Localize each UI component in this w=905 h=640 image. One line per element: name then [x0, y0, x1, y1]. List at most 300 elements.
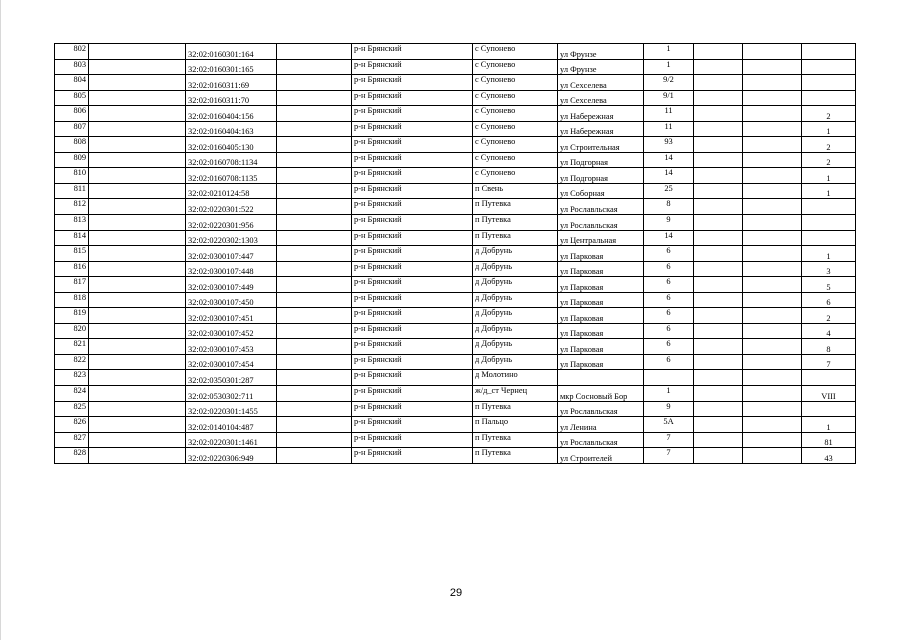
row-number: 802 — [55, 44, 89, 60]
table-row — [55, 401, 856, 417]
house-number: 6 — [644, 308, 694, 324]
row-number: 815 — [55, 246, 89, 262]
street: ул Рославльская — [558, 199, 644, 215]
structure — [743, 106, 802, 122]
structure — [743, 199, 802, 215]
empty-cell — [89, 417, 186, 433]
empty-cell — [277, 75, 352, 91]
row-number: 826 — [55, 417, 89, 433]
street: ул Набережная — [558, 121, 644, 137]
cadastral-number: 32:02:0300107:448 — [186, 261, 277, 277]
locality: с Супонево — [473, 106, 558, 122]
table-row — [55, 323, 856, 339]
empty-cell — [277, 199, 352, 215]
empty-cell — [277, 448, 352, 464]
empty-cell — [89, 152, 186, 168]
empty-cell — [277, 323, 352, 339]
empty-cell — [89, 370, 186, 386]
structure — [743, 261, 802, 277]
street: ул Парковая — [558, 277, 644, 293]
locality: п Пальцо — [473, 417, 558, 433]
empty-cell — [89, 137, 186, 153]
building — [694, 417, 743, 433]
house-number: 14 — [644, 168, 694, 184]
building — [694, 44, 743, 60]
cadastral-number: 32:02:0160311:69 — [186, 75, 277, 91]
district: р-н Брянский — [352, 308, 473, 324]
scan-edge — [0, 0, 1, 640]
building — [694, 215, 743, 231]
empty-cell — [277, 246, 352, 262]
house-number: 6 — [644, 292, 694, 308]
district: р-н Брянский — [352, 59, 473, 75]
locality: с Супонево — [473, 121, 558, 137]
row-number: 805 — [55, 90, 89, 106]
empty-cell — [89, 246, 186, 262]
district: р-н Брянский — [352, 261, 473, 277]
empty-cell — [277, 215, 352, 231]
empty-cell — [277, 401, 352, 417]
apartment: 43 — [802, 448, 856, 464]
cadastral-number: 32:02:0350301:287 — [186, 370, 277, 386]
table-row — [55, 246, 856, 262]
empty-cell — [277, 59, 352, 75]
cadastral-number: 32:02:0220301:1461 — [186, 432, 277, 448]
empty-cell — [89, 386, 186, 402]
house-number: 6 — [644, 354, 694, 370]
district: р-н Брянский — [352, 323, 473, 339]
apartment: 2 — [802, 152, 856, 168]
row-number: 809 — [55, 152, 89, 168]
row-number: 803 — [55, 59, 89, 75]
empty-cell — [277, 432, 352, 448]
street — [558, 370, 644, 386]
locality: с Супонево — [473, 44, 558, 60]
cadastral-number: 32:02:0160301:164 — [186, 44, 277, 60]
house-number: 11 — [644, 121, 694, 137]
structure — [743, 401, 802, 417]
empty-cell — [89, 230, 186, 246]
house-number: 6 — [644, 323, 694, 339]
building — [694, 292, 743, 308]
structure — [743, 308, 802, 324]
building — [694, 106, 743, 122]
street: ул Фрунзе — [558, 44, 644, 60]
apartment — [802, 199, 856, 215]
structure — [743, 183, 802, 199]
street: ул Парковая — [558, 246, 644, 262]
apartment: 6 — [802, 292, 856, 308]
empty-cell — [89, 432, 186, 448]
apartment — [802, 215, 856, 231]
cadastral-number: 32:02:0530302:711 — [186, 386, 277, 402]
building — [694, 401, 743, 417]
structure — [743, 121, 802, 137]
building — [694, 432, 743, 448]
street: ул Строительная — [558, 137, 644, 153]
row-number: 824 — [55, 386, 89, 402]
district: р-н Брянский — [352, 401, 473, 417]
apartment: 1 — [802, 417, 856, 433]
empty-cell — [277, 292, 352, 308]
district: р-н Брянский — [352, 339, 473, 355]
street: ул Парковая — [558, 261, 644, 277]
street: ул Центральная — [558, 230, 644, 246]
locality: п Путевка — [473, 448, 558, 464]
empty-cell — [89, 183, 186, 199]
house-number: 8 — [644, 199, 694, 215]
table-row — [55, 199, 856, 215]
structure — [743, 292, 802, 308]
apartment: 4 — [802, 323, 856, 339]
district: р-н Брянский — [352, 199, 473, 215]
row-number: 807 — [55, 121, 89, 137]
cadastral-number: 32:02:0220301:1455 — [186, 401, 277, 417]
apartment — [802, 59, 856, 75]
empty-cell — [277, 152, 352, 168]
structure — [743, 75, 802, 91]
row-number: 821 — [55, 339, 89, 355]
table-row — [55, 370, 856, 386]
empty-cell — [89, 75, 186, 91]
district: р-н Брянский — [352, 292, 473, 308]
cadastral-number: 32:02:0220302:1303 — [186, 230, 277, 246]
empty-cell — [277, 106, 352, 122]
locality: д Добрунь — [473, 354, 558, 370]
empty-cell — [89, 106, 186, 122]
table-row — [55, 90, 856, 106]
locality: с Супонево — [473, 90, 558, 106]
district: р-н Брянский — [352, 44, 473, 60]
row-number: 810 — [55, 168, 89, 184]
empty-cell — [89, 44, 186, 60]
structure — [743, 370, 802, 386]
building — [694, 277, 743, 293]
house-number: 9/1 — [644, 90, 694, 106]
building — [694, 199, 743, 215]
table-row — [55, 59, 856, 75]
house-number: 14 — [644, 230, 694, 246]
empty-cell — [89, 323, 186, 339]
district: р-н Брянский — [352, 90, 473, 106]
building — [694, 370, 743, 386]
street: ул Фрунзе — [558, 59, 644, 75]
building — [694, 59, 743, 75]
apartment: 2 — [802, 308, 856, 324]
row-number: 804 — [55, 75, 89, 91]
cadastral-number: 32:02:0160311:70 — [186, 90, 277, 106]
table-row — [55, 152, 856, 168]
apartment: 1 — [802, 121, 856, 137]
street: ул Парковая — [558, 339, 644, 355]
district: р-н Брянский — [352, 183, 473, 199]
locality: с Супонево — [473, 168, 558, 184]
structure — [743, 152, 802, 168]
building — [694, 323, 743, 339]
apartment — [802, 90, 856, 106]
street: ул Сеxселева — [558, 75, 644, 91]
apartment: 1 — [802, 246, 856, 262]
row-number: 828 — [55, 448, 89, 464]
empty-cell — [277, 417, 352, 433]
district: р-н Брянский — [352, 432, 473, 448]
house-number: 25 — [644, 183, 694, 199]
locality: д Добрунь — [473, 246, 558, 262]
house-number: 6 — [644, 339, 694, 355]
table-row — [55, 448, 856, 464]
empty-cell — [277, 168, 352, 184]
house-number: 9/2 — [644, 75, 694, 91]
cadastral-number: 32:02:0300107:452 — [186, 323, 277, 339]
structure — [743, 448, 802, 464]
row-number: 818 — [55, 292, 89, 308]
building — [694, 183, 743, 199]
street: ул Рославльская — [558, 432, 644, 448]
table-row — [55, 308, 856, 324]
locality: ж/д_ст Чернец — [473, 386, 558, 402]
empty-cell — [89, 277, 186, 293]
structure — [743, 339, 802, 355]
building — [694, 121, 743, 137]
street: ул Рославльская — [558, 401, 644, 417]
cadastral-number: 32:02:0140104:487 — [186, 417, 277, 433]
street: ул Парковая — [558, 308, 644, 324]
apartment — [802, 75, 856, 91]
apartment — [802, 401, 856, 417]
row-number: 827 — [55, 432, 89, 448]
row-number: 813 — [55, 215, 89, 231]
structure — [743, 323, 802, 339]
row-number: 811 — [55, 183, 89, 199]
building — [694, 448, 743, 464]
district: р-н Брянский — [352, 152, 473, 168]
cadastral-number: 32:02:0220301:956 — [186, 215, 277, 231]
structure — [743, 354, 802, 370]
table-row — [55, 168, 856, 184]
table-row — [55, 230, 856, 246]
structure — [743, 168, 802, 184]
district: р-н Брянский — [352, 370, 473, 386]
locality: с Супонево — [473, 75, 558, 91]
table-row — [55, 44, 856, 60]
cadastral-number: 32:02:0160708:1134 — [186, 152, 277, 168]
building — [694, 168, 743, 184]
table-row — [55, 121, 856, 137]
district: р-н Брянский — [352, 215, 473, 231]
apartment: 2 — [802, 106, 856, 122]
structure — [743, 246, 802, 262]
apartment: VIII — [802, 386, 856, 402]
locality: с Супонево — [473, 152, 558, 168]
district: р-н Брянский — [352, 230, 473, 246]
apartment: 81 — [802, 432, 856, 448]
building — [694, 354, 743, 370]
house-number: 7 — [644, 448, 694, 464]
street: ул Рославльская — [558, 215, 644, 231]
street: ул Парковая — [558, 354, 644, 370]
house-number: 5А — [644, 417, 694, 433]
table-row — [55, 261, 856, 277]
district: р-н Брянский — [352, 106, 473, 122]
table-row — [55, 386, 856, 402]
street: ул Подгорная — [558, 152, 644, 168]
district: р-н Брянский — [352, 417, 473, 433]
row-number: 820 — [55, 323, 89, 339]
empty-cell — [277, 370, 352, 386]
empty-cell — [89, 168, 186, 184]
structure — [743, 432, 802, 448]
house-number: 1 — [644, 59, 694, 75]
locality: д Молотино — [473, 370, 558, 386]
locality: п Свень — [473, 183, 558, 199]
district: р-н Брянский — [352, 246, 473, 262]
structure — [743, 230, 802, 246]
house-number: 9 — [644, 215, 694, 231]
empty-cell — [89, 401, 186, 417]
cadastral-number: 32:02:0160404:163 — [186, 121, 277, 137]
structure — [743, 417, 802, 433]
cadastral-number: 32:02:0300107:454 — [186, 354, 277, 370]
structure — [743, 59, 802, 75]
house-number: 14 — [644, 152, 694, 168]
locality: д Добрунь — [473, 323, 558, 339]
cadastral-number: 32:02:0160404:156 — [186, 106, 277, 122]
locality: д Добрунь — [473, 277, 558, 293]
table-row — [55, 183, 856, 199]
apartment: 5 — [802, 277, 856, 293]
building — [694, 386, 743, 402]
empty-cell — [277, 90, 352, 106]
row-number: 814 — [55, 230, 89, 246]
structure — [743, 277, 802, 293]
cadastral-number: 32:02:0220301:522 — [186, 199, 277, 215]
house-number: 7 — [644, 432, 694, 448]
empty-cell — [277, 137, 352, 153]
district: р-н Брянский — [352, 354, 473, 370]
house-number: 6 — [644, 277, 694, 293]
empty-cell — [89, 339, 186, 355]
house-number — [644, 370, 694, 386]
street: ул Ленина — [558, 417, 644, 433]
apartment: 1 — [802, 168, 856, 184]
locality: д Добрунь — [473, 339, 558, 355]
house-number: 6 — [644, 246, 694, 262]
building — [694, 90, 743, 106]
district: р-н Брянский — [352, 75, 473, 91]
street: мкр Сосновый Бор — [558, 386, 644, 402]
street: ул Строителей — [558, 448, 644, 464]
building — [694, 152, 743, 168]
page-number: 29 — [449, 587, 463, 599]
row-number: 819 — [55, 308, 89, 324]
row-number: 806 — [55, 106, 89, 122]
row-number: 808 — [55, 137, 89, 153]
table-row — [55, 106, 856, 122]
locality: с Супонево — [473, 137, 558, 153]
street: ул Набережная — [558, 106, 644, 122]
building — [694, 75, 743, 91]
empty-cell — [277, 121, 352, 137]
building — [694, 308, 743, 324]
district: р-н Брянский — [352, 386, 473, 402]
structure — [743, 386, 802, 402]
district: р-н Брянский — [352, 121, 473, 137]
locality: п Путевка — [473, 199, 558, 215]
empty-cell — [89, 354, 186, 370]
structure — [743, 44, 802, 60]
structure — [743, 215, 802, 231]
cadastral-number: 32:02:0300107:447 — [186, 246, 277, 262]
row-number: 816 — [55, 261, 89, 277]
apartment: 3 — [802, 261, 856, 277]
building — [694, 339, 743, 355]
street: ул Соборная — [558, 183, 644, 199]
empty-cell — [277, 386, 352, 402]
building — [694, 261, 743, 277]
empty-cell — [89, 90, 186, 106]
house-number: 6 — [644, 261, 694, 277]
empty-cell — [89, 59, 186, 75]
cadastral-number: 32:02:0300107:451 — [186, 308, 277, 324]
apartment — [802, 230, 856, 246]
cadastral-number: 32:02:0210124:58 — [186, 183, 277, 199]
cadastral-number: 32:02:0160405:130 — [186, 137, 277, 153]
structure — [743, 137, 802, 153]
cadastral-number: 32:02:0300107:453 — [186, 339, 277, 355]
locality: п Путевка — [473, 432, 558, 448]
cadastral-number: 32:02:0160301:165 — [186, 59, 277, 75]
cadastral-number: 32:02:0220306:949 — [186, 448, 277, 464]
empty-cell — [89, 215, 186, 231]
building — [694, 246, 743, 262]
locality: п Путевка — [473, 401, 558, 417]
row-number: 822 — [55, 354, 89, 370]
table-row — [55, 339, 856, 355]
table-row — [55, 277, 856, 293]
house-number: 93 — [644, 137, 694, 153]
street: ул Парковая — [558, 323, 644, 339]
district: р-н Брянский — [352, 277, 473, 293]
apartment: 8 — [802, 339, 856, 355]
house-number: 1 — [644, 386, 694, 402]
empty-cell — [89, 199, 186, 215]
district: р-н Брянский — [352, 448, 473, 464]
registry-table — [54, 43, 856, 464]
locality: п Путевка — [473, 215, 558, 231]
apartment — [802, 44, 856, 60]
empty-cell — [277, 183, 352, 199]
empty-cell — [89, 261, 186, 277]
apartment — [802, 370, 856, 386]
locality: д Добрунь — [473, 308, 558, 324]
empty-cell — [277, 44, 352, 60]
apartment: 1 — [802, 183, 856, 199]
table-row — [55, 354, 856, 370]
house-number: 11 — [644, 106, 694, 122]
empty-cell — [277, 354, 352, 370]
row-number: 812 — [55, 199, 89, 215]
empty-cell — [277, 277, 352, 293]
table-row — [55, 292, 856, 308]
street: ул Подгорная — [558, 168, 644, 184]
cadastral-number: 32:02:0160708:1135 — [186, 168, 277, 184]
house-number: 9 — [644, 401, 694, 417]
row-number: 823 — [55, 370, 89, 386]
street: ул Парковая — [558, 292, 644, 308]
row-number: 825 — [55, 401, 89, 417]
empty-cell — [89, 448, 186, 464]
empty-cell — [277, 308, 352, 324]
